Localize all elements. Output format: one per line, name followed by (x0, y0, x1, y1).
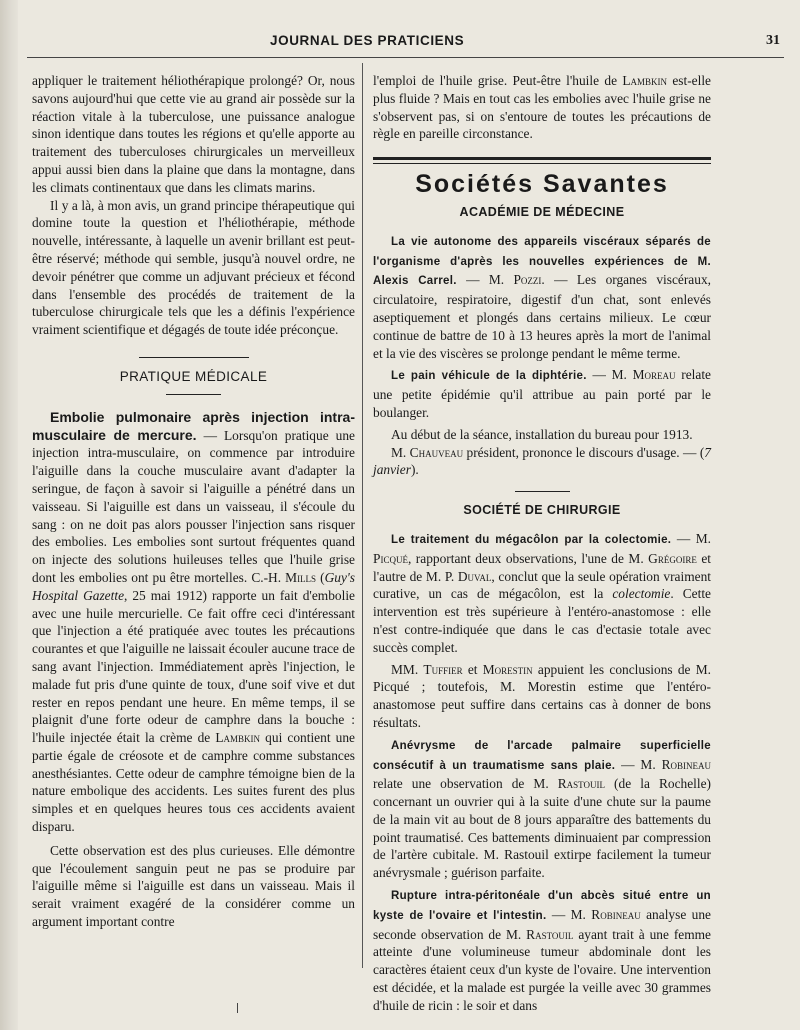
paragraph-anevrysme: Anévrysme de l'arcade palmaire superficielle consécutif à un traumatisme sans plaie. — M. Robineau relate une observation de M. Rastouil (de la Rochelle) concernant un ouvrier qui à la suite d'une chute sur la paume de la main vit au bout de 8 jours apparaître des battements du point traumatisé. Ces battements diminuaient par compression de l'artère cubitale. M. Rastouil extirpe facilement la tumeur anévrysmale ; guérison parfaite. (373, 739, 711, 881)
header-rule (27, 57, 784, 58)
book-spine-shadow (0, 0, 18, 1030)
paragraph-rupture-abces: Rupture intra-péritonéale d'un abcès situé entre un kyste de l'ovaire et l'intestin. — M. Robineau analyse une seconde observation de M. Rastouil ayant trait à une femme atteinte d'une volumineuse tumeur abdominale dont les caractères étaient ceux d'un kyste de l'ovaire. Une intervention est décidée, et la malade est purgée la veille avec 30 grammes d'huile de ricin : le soir et dans (373, 890, 711, 1013)
source-title: Guy's Hospital Gazette (32, 569, 355, 603)
section-title-societes-savantes: Sociétés Savantes (415, 170, 669, 199)
section-rule-short (166, 394, 221, 395)
product-name: Lambkin (215, 730, 261, 746)
running-title: JOURNAL DES PRATICIENS (270, 33, 465, 48)
article-lead-embolie: Embolie pulmonaire après injection intra-musculaire de mercure. (32, 408, 355, 443)
print-mark (237, 1003, 238, 1013)
left-column (32, 72, 355, 931)
section-rule (139, 357, 249, 358)
paragraph-observation: Cette observation est des plus curieuses. Elle démontre que l'écoulement sanguin peut ne pas se produire par l'aiguille même si l'aiguille est dans un vaisseau. Mais il serait vraiment exagéré de la considérer comme un argument important contre (32, 842, 355, 930)
subsection-rule (515, 491, 570, 492)
paragraph-huile-grise: l'emploi de l'huile grise. Peut-être l'huile de Lambkin est-elle plus fluide ? Mais en tout cas les embolies avec l'huile grise ne s'observent pas, si on s'entoure de toutes les précautions de règle en pareille circonstance. (373, 73, 711, 142)
paragraph-heliotherapy-end: appliquer le traitement héliothérapique prolongé? Or, nous savons aujourd'hui que cette vie au grand air possède sur la réaction vitale à la tuberculose, une puissance analogue sinon identique dans toutes les régions et qu'elle apporte au traitement des tuberculoses chirurgicales un merveilleux appui aussi bien dans la plaine que dans la montagne, dans les climats continentaux que dans les climats marins. (32, 73, 355, 195)
paragraph-megacolon: Le traitement du mégacôlon par la colectomie. — M. Picqué, rapportant deux observations, l'une de M. Grégoire et l'autre de M. P. Duval, conclut que la seule opération vraiment curative, un cas de mégacôlon, est la colectomie. Cette intervention est très supérieure à l'entéro-anastomose : elle n'est contre-indiquée que dans le cas d'ectasie totale avec succès complet. (373, 530, 712, 655)
paragraph-carrel: La vie autonome des appareils viscéraux séparés de l'organisme d'après les nouvelles expériences de M. Alexis Carrel. — M. Pozzi. — Les organes viscéraux, circulatoire, respiratoire, digestif d'un chat, sont enlevés aseptiquement et plongés dans certains milieux. Le cœur continue de battre de 10 à 13 heures après la mort de l'animal et la vie des viscères se prolonge pendant le même terme. (373, 235, 711, 361)
subsection-title-academie: ACADÉMIE DE MÉDECINE (459, 204, 625, 219)
page-number: 31 (766, 33, 780, 48)
author-name: Mills (285, 569, 317, 585)
double-rule (373, 157, 711, 164)
paragraph-pain-diphterie: Le pain véhicule de la diphtérie. — M. Moreau relate une petite épidémie qu'il attribue au pain porté par le boulanger. (373, 367, 711, 420)
subsection-title-chirurgie: SOCIÉTÉ DE CHIRURGIE (463, 503, 621, 518)
right-column (373, 72, 711, 1015)
paragraph-chauveau: M. Chauveau président, prononce le discours d'usage. — (7 janvier). (373, 444, 711, 478)
section-title-pratique-medicale: PRATIQUE MÉDICALE (119, 368, 268, 384)
paragraph-tuffier-morestin: MM. Tuffier et Morestin appuient les conclusions de M. Picqué ; toutefois, M. Morestin estime que l'entéro-anastomose peut suffire dans certains cas à donner de bons résultats. (373, 661, 712, 730)
column-divider (362, 63, 363, 968)
paragraph-bureau: Au début de la séance, installation du bureau pour 1913. (391, 426, 693, 442)
paragraph-embolie: Embolie pulmonaire après injection intra-musculaire de mercure. — Lorsqu'on pratique une injection intra-musculaire, on commence par introduire l'aiguille dans la couche musculaire avant d'adapter la seringue, de façon à savoir si l'aiguille a pénétré dans un vaisseau. Si l'aiguille est dans un vaisseau, il s'écoule du sang : on ne doit pas alors pousser l'injection sans risquer des embolies. Les embolies sont surtout fréquentes quand on injecte des solutions huileuses telles que l'huile grise dont les embolies ont pu être mortelles. C.-H. Mills (Guy's Hospital Gazette, 25 mai 1912) rapporte un fait d'embolie avec une huile mercurielle. Ce fait offre ceci d'intéressant que l'injection a été pratiquée avec toutes les précautions courantes et que l'aiguille ne laissait écouler aucune trace de sang avant l'injection. Immédiatement après l'injection, le malade fut pris d'une quinte de toux, d'une soif vive et dut rester en repos pendant une heure. En même temps, il se plaignit d'une forte odeur de camphre dans la bouche : l'huile injectée était la crème de Lambkin qui contient une partie égale de créosote et de camphre comme substances anesthésiantes. Cette odeur de camphre témoigne bien de la nature embolique des accidents. Les suites furent des plus simples et en quelques heures tous ces accidents avaient disparu. (32, 408, 356, 835)
paragraph-therapeutic-principle: Il y a là, à mon avis, un grand principe thérapeutique qui domine toute la question et l'héliothérapie, méthode nouvelle, intéressante, à laquelle un avenir brillant est peut-être réservé; méthode qui semble, jusqu'à nouvel ordre, ne devoir pénétrer que comme un adjuvant précieux et fécond dans l'ensemble des procédés de traitement de la tuberculose chirurgicale tels que les a définis l'expérience vraiment scientifique et dégagés de toute idée préconçue. (32, 197, 355, 338)
